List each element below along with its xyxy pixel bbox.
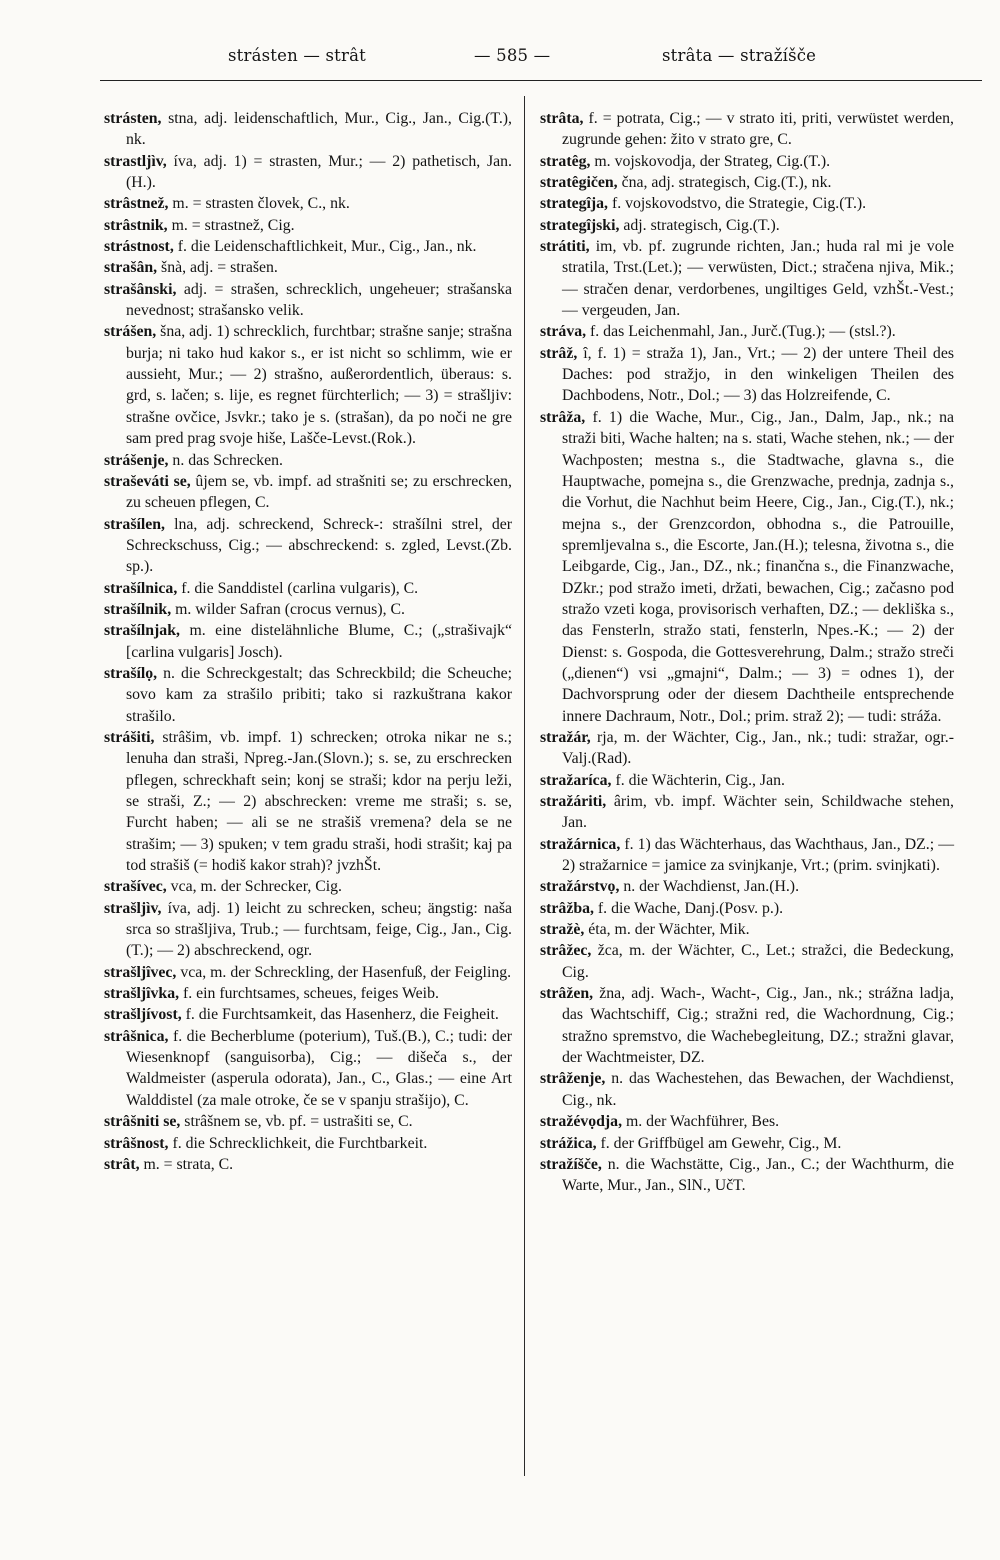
dictionary-entry bbox=[104, 1111, 512, 1132]
dictionary-entry bbox=[104, 450, 512, 471]
dictionary-entry bbox=[104, 620, 512, 663]
entry-definition: íva, adj. 1) leicht zu schrecken, scheu; ängstig: naša srca so strašljiva, Trub.; — furchtsam, feige, Cig., Jan., Cig.(T.); — 2) abschreckend, ogr. bbox=[126, 899, 512, 960]
entry-headword: strašílọ, bbox=[104, 664, 158, 682]
entry-headword: strásten, bbox=[104, 110, 162, 127]
right-column bbox=[540, 108, 954, 1197]
dictionary-entry bbox=[540, 791, 954, 834]
entry-headword: strastljìv, bbox=[104, 152, 167, 170]
entry-headword: strâž, bbox=[540, 344, 578, 362]
entry-headword: stražè, bbox=[540, 921, 585, 939]
entry-headword: strašílnik, bbox=[104, 600, 172, 618]
header-rule bbox=[100, 80, 982, 81]
entry-headword: strátiti, bbox=[540, 238, 590, 256]
entry-definition: f. = potrata, Cig.; — v strato iti, priti, verwüstet werden, zugrunde gehen: žito v strato gre, C. bbox=[562, 110, 954, 149]
entry-headword: strâžec, bbox=[540, 942, 592, 960]
entry-definition: m. = strastnež, Cig. bbox=[167, 216, 295, 234]
entry-headword: strâžba, bbox=[540, 899, 594, 917]
entry-headword: strâšniti se, bbox=[104, 1113, 181, 1131]
header-right-guide-words: strâta — stražíšče bbox=[662, 46, 817, 65]
entry-definition: im, vb. pf. zugrunde richten, Jan.; huda ral mi je vole stratila, Trst.(Let.); — verwüsten, Dict.; stračena njiva, Mik.; — stračen denar, verdorbenes, ungiltiges Geld, vzhŠt.-Vest.; — vergeuden, Jan. bbox=[562, 238, 954, 320]
entry-headword: strâstnež, bbox=[104, 195, 169, 213]
dictionary-entry bbox=[104, 151, 512, 194]
entry-headword: stražaríca, bbox=[540, 771, 612, 789]
entry-headword: strâstnik, bbox=[104, 216, 168, 234]
entry-definition: f. 1) das Wächterhaus, das Wachthaus, Jan., DZ.; — 2) stražarnice = jamice za svinjkanje, Vrt.; (prim. svinjkati). bbox=[562, 835, 954, 875]
entry-headword: stražárnica, bbox=[540, 835, 621, 853]
entry-definition: n. das Schrecken. bbox=[168, 451, 283, 469]
dictionary-entry bbox=[540, 1154, 954, 1197]
entry-definition: f. ein furchtsames, scheues, feiges Weib. bbox=[179, 985, 439, 1003]
dictionary-entry bbox=[540, 236, 954, 321]
dictionary-entry bbox=[540, 834, 954, 877]
entry-headword: strážica, bbox=[540, 1134, 597, 1152]
dictionary-entry bbox=[104, 193, 512, 214]
entry-definition: f. die Becherblume (poterium), Tuš.(B.), C.; tudi: der Wiesenknopf (sanguisorba), Cig.; — dišeča s., der Waldmeister (asperula odorata), Jan., C., Glas.; — eine Art Walddistel (za male otroke, če se v spanju strašijo), C. bbox=[126, 1027, 512, 1109]
entry-headword: strâžen, bbox=[540, 985, 594, 1003]
entry-headword: strâža, bbox=[540, 408, 586, 426]
dictionary-entry bbox=[104, 236, 512, 257]
dictionary-entry bbox=[540, 215, 954, 236]
dictionary-entry bbox=[540, 876, 954, 897]
entry-headword: strašljîvka, bbox=[104, 985, 180, 1003]
entry-definition: m. eine distelähnliche Blume, C.; („strašivajk“ [carlina vulgaris] Josch). bbox=[126, 622, 512, 661]
page-number: — 585 — bbox=[474, 46, 551, 65]
entry-definition: f. die Furchtsamkeit, das Hasenherz, die Feigheit. bbox=[181, 1006, 499, 1024]
entry-headword: strâšnost, bbox=[104, 1134, 169, 1152]
entry-headword: stráva, bbox=[540, 323, 587, 341]
entry-definition: adj. = strašen, schrecklich, ungeheuer; strašanska nevednost; strašansko velik. bbox=[126, 280, 512, 320]
dictionary-entry bbox=[104, 599, 512, 620]
entry-headword: strategîjski, bbox=[540, 216, 620, 234]
entry-headword: stratêgičen, bbox=[540, 174, 618, 192]
dictionary-entry bbox=[104, 663, 512, 727]
dictionary-entry bbox=[540, 940, 954, 983]
entry-headword: strašljîvec, bbox=[104, 963, 177, 981]
dictionary-entry bbox=[104, 1133, 512, 1154]
dictionary-entry bbox=[104, 1004, 512, 1025]
header-left-guide-words: strásten — strât bbox=[228, 46, 366, 65]
entry-headword: strât, bbox=[104, 1155, 140, 1173]
entry-definition: f. die Schrecklichkeit, die Furchtbarkeit. bbox=[168, 1134, 428, 1152]
entry-headword: stražárstvọ, bbox=[540, 878, 620, 896]
entry-headword: strašân, bbox=[104, 259, 158, 277]
entry-definition: ûjem se, vb. impf. ad strašniti se; zu erschrecken, zu scheuen pflegen, C. bbox=[126, 472, 512, 512]
entry-definition: lna, adj. schreckend, Schreck-: strašílni strel, der Schreckschuss, Cig.; — abschreckend: s. zgled, Levst.(Zb. sp.). bbox=[126, 515, 512, 576]
entry-definition: n. die Wachstätte, Cig., Jan., C.; der Wachthurm, die Warte, Mur., Jan., SlN., UčT. bbox=[562, 1155, 954, 1195]
entry-headword: strašljìv, bbox=[104, 899, 162, 917]
dictionary-entry bbox=[104, 257, 512, 278]
entry-definition: éta, m. der Wächter, Mik. bbox=[584, 921, 750, 939]
entry-definition: žca, m. der Wächter, C., Let.; stražci, die Bedeckung, Cig. bbox=[562, 942, 954, 981]
entry-headword: strašílnjak, bbox=[104, 622, 180, 640]
entry-headword: stražíšče, bbox=[540, 1155, 602, 1173]
dictionary-entry bbox=[540, 898, 954, 919]
dictionary-entry bbox=[104, 727, 512, 876]
entry-definition: adj. strategisch, Cig.(T.). bbox=[619, 216, 780, 234]
entry-definition: f. die Sanddistel (carlina vulgaris), C. bbox=[177, 579, 419, 597]
dictionary-entry bbox=[540, 172, 954, 193]
column-divider bbox=[524, 96, 525, 1476]
dictionary-entry bbox=[104, 108, 512, 151]
entry-definition: stna, adj. leidenschaftlich, Mur., Cig., Jan., Cig.(T.), nk. bbox=[126, 110, 512, 149]
entry-definition: î, f. 1) = straža 1), Jan., Vrt.; — 2) der untere Theil des Daches: pod stražjo, in den winkeligen Theilen des Dachbodens, Notr., Dol.; — 3) das Holzreifende, C. bbox=[562, 344, 954, 405]
entry-definition: vca, m. der Schreckling, der Hasenfuß, der Feigling. bbox=[176, 963, 512, 981]
dictionary-entry bbox=[104, 1154, 512, 1175]
dictionary-entry bbox=[104, 983, 512, 1004]
dictionary-entry bbox=[540, 108, 954, 151]
entry-definition: strâšnem se, vb. pf. = ustrašiti se, C. bbox=[180, 1113, 413, 1131]
entry-definition: m. der Wachführer, Bes. bbox=[622, 1113, 780, 1131]
entry-definition: n. der Wachdienst, Jan.(H.). bbox=[619, 878, 800, 896]
dictionary-entry bbox=[104, 514, 512, 578]
entry-definition: m. wilder Safran (crocus vernus), C. bbox=[171, 600, 405, 618]
dictionary-entry bbox=[540, 983, 954, 1068]
entry-headword: stražévọdja, bbox=[540, 1113, 623, 1131]
entry-headword: strástnost, bbox=[104, 238, 174, 256]
dictionary-entry bbox=[540, 1111, 954, 1132]
entry-headword: strategîja, bbox=[540, 195, 608, 213]
entry-definition: f. 1) die Wache, Mur., Cig., Jan., Dalm, Jap., nk.; na straži biti, Wache halten; na s. stati, Wache stehen, nk.; — der Wachposten; mestna s., die Stadtwache, glavna s., die Hauptwache, pomejna s., die Grenzwache, prednja, zadnja s., die Vorhut, die Nachhut beim Heere, Cig., Jan., Cig.(T.), nk.; mejna s., der Grenzcordon, obhodna s., die Patrouille, spremljevalna s., die Escorte, Jan.(H.); telesna, životna s., die Leibgarde, Cig., Jan., DZ., nk.; finančna s., die Finanzwache, DZkr.; pod stražo imeti, držati, bewachen, Cig.; začasno pod stražo vzeti koga, provisorisch verhaften, DZ.; — dekliška s., das Fensterln, stražo stati, fensterln, Npes.-K.; — 2) der Dienst: s. Gospoda, die Gottesverehrung, Dalm.; stražo streči („dienen“) vsi „gmajni“, Dalm.; — 3) = odnes 1), der Dachvorsprung oder der diesem Dachtheile entsprechende innere Dachraum, Notr., Dol.; prim. straž 2); — tudi: stráža. bbox=[562, 408, 954, 725]
entry-definition: šnà, adj. = strašen. bbox=[157, 259, 278, 277]
entry-definition: f. die Wache, Danj.(Posv. p.). bbox=[593, 899, 784, 917]
entry-definition: f. das Leichenmahl, Jan., Jurč.(Tug.); — (stsl.?). bbox=[586, 323, 896, 341]
dictionary-entry bbox=[540, 1068, 954, 1111]
entry-definition: žna, adj. Wach-, Wacht-, Cig., Jan., nk.; strážna ladja, das Wachtschiff, Cig.; stražni red, die Wachordnung, Cig.; stražno spremstvo, die Wachebegleitung, DZ.; stražni glavar, der Wachtmeister, DZ. bbox=[562, 985, 954, 1067]
dictionary-entry bbox=[540, 343, 954, 407]
entry-headword: stražáriti, bbox=[540, 793, 607, 810]
entry-definition: m. vojskovodja, der Strateg, Cig.(T.). bbox=[590, 152, 831, 170]
running-head bbox=[100, 46, 980, 76]
entry-headword: stratêg, bbox=[540, 152, 591, 170]
entry-definition: m. = strasten človek, C., nk. bbox=[168, 195, 350, 213]
entry-headword: strášenje, bbox=[104, 451, 169, 469]
entry-definition: n. die Schreckgestalt; das Schreckbild; die Scheuche; sovo kam za strašilo pribiti; tako si razkuštrana kakor strašilo. bbox=[126, 664, 512, 725]
entry-definition: f. die Leidenschaftlichkeit, Mur., Cig., Jan., nk. bbox=[173, 238, 477, 256]
entry-definition: strâšim, vb. impf. 1) schrecken; otroka nikar ne s.; lenuha dan straši, Npreg.-Jan.(Slovn.); s. se, zu erschrecken pflegen, schreckhaft sein; konj se straši; kdor na perju leži, se straši, Z.; — 2) abschrecken: vreme me straši; s. se, Furcht haben; — ali se ne strašiš vremena? dela se ne strašim; — 3) spuken; v tem gradu straši, hodi strašit; kaj pa tod strašiš (= hodiš kakor strah)? jvzhŠt. bbox=[126, 728, 512, 875]
dictionary-entry bbox=[540, 770, 954, 791]
entry-definition: ârim, vb. impf. Wächter sein, Schildwache stehen, Jan. bbox=[562, 793, 954, 832]
entry-definition: čna, adj. strategisch, Cig.(T.), nk. bbox=[617, 174, 832, 192]
entry-headword: strášiti, bbox=[104, 728, 155, 746]
dictionary-entry bbox=[104, 1026, 512, 1111]
entry-definition: f. die Wächterin, Cig., Jan. bbox=[611, 771, 785, 789]
entry-headword: straševáti se, bbox=[104, 472, 191, 490]
entry-headword: stražár, bbox=[540, 728, 591, 746]
entry-definition: šna, adj. 1) schrecklich, furchtbar; strašne sanje; strašna burja; ni tako hud kakor s., er ist nicht so schlimm, wie er aussieht, Mur.; — 2) strašno, außerordentlich, überaus: s. grd, s. lačen; s. lije, es regnet fürchterlich; — 3) = strašljiv: strašne ovčice, Jsvkr.; tako je s. (strašan), da po noči ne gre sam pred prag svoje hiše, Lašče-Levst.(Rok.). bbox=[126, 323, 512, 448]
dictionary-entry bbox=[104, 898, 512, 962]
entry-definition: vca, m. der Schrecker, Cig. bbox=[166, 878, 342, 896]
dictionary-entry bbox=[104, 321, 512, 449]
entry-headword: strašânski, bbox=[104, 280, 177, 298]
dictionary-entry bbox=[104, 215, 512, 236]
dictionary-entry bbox=[540, 407, 954, 727]
dictionary-entry bbox=[104, 279, 512, 322]
entry-headword: strašílnica, bbox=[104, 579, 178, 597]
dictionary-entry bbox=[540, 151, 954, 172]
dictionary-entry bbox=[540, 1133, 954, 1154]
entry-headword: strâta, bbox=[540, 110, 584, 127]
entry-definition: íva, adj. 1) = strasten, Mur.; — 2) pathetisch, Jan.(H.). bbox=[126, 152, 512, 192]
dictionary-entry bbox=[104, 578, 512, 599]
dictionary-entry bbox=[540, 321, 954, 342]
dictionary-entry bbox=[540, 727, 954, 770]
entry-definition: f. der Griffbügel am Gewehr, Cig., M. bbox=[596, 1134, 842, 1152]
dictionary-entry bbox=[104, 471, 512, 514]
entry-headword: strašljívost, bbox=[104, 1006, 182, 1024]
entry-headword: strašílen, bbox=[104, 515, 165, 533]
entry-definition: f. vojskovodstvo, die Strategie, Cig.(T.). bbox=[608, 195, 867, 213]
entry-headword: strášen, bbox=[104, 323, 157, 341]
entry-definition: rja, m. der Wächter, Cig., Jan., nk.; tudi: stražar, ogr.-Valj.(Rad). bbox=[562, 728, 954, 768]
dictionary-entry bbox=[104, 876, 512, 897]
entry-headword: strâšnica, bbox=[104, 1027, 169, 1045]
entry-headword: strâženje, bbox=[540, 1070, 606, 1088]
dictionary-entry bbox=[540, 193, 954, 214]
entry-headword: strašívec, bbox=[104, 878, 167, 896]
entry-definition: m. = strata, C. bbox=[139, 1155, 234, 1173]
left-column bbox=[104, 108, 512, 1175]
entry-definition: n. das Wachestehen, das Bewachen, der Wachdienst, Cig., nk. bbox=[562, 1070, 954, 1109]
dictionary-entry bbox=[540, 919, 954, 940]
dictionary-entry bbox=[104, 962, 512, 983]
